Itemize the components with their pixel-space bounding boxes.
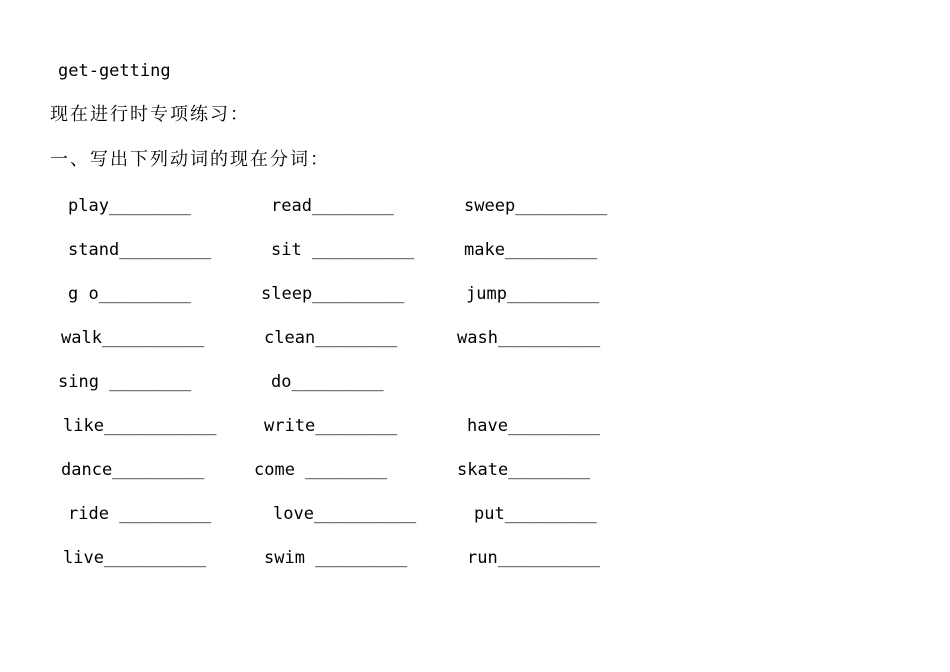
verb-cell: sleep_________ xyxy=(261,284,405,304)
verb-cell: make_________ xyxy=(464,240,598,260)
verb-cell: read________ xyxy=(271,196,394,216)
verb-cell: dance_________ xyxy=(61,460,205,480)
verb-cell: live__________ xyxy=(63,548,207,568)
verb-cell: sweep_________ xyxy=(464,196,608,216)
verb-cell: walk__________ xyxy=(61,328,205,348)
verb-cell: sing ________ xyxy=(58,372,192,392)
verb-cell: play________ xyxy=(68,196,191,216)
verb-cell: write________ xyxy=(264,416,398,436)
verb-cell: wash__________ xyxy=(457,328,601,348)
verb-cell: love__________ xyxy=(273,504,417,524)
verb-cell: clean________ xyxy=(264,328,398,348)
verb-cell: sit __________ xyxy=(271,240,415,260)
verb-cell: ride _________ xyxy=(68,504,212,524)
verb-cell: come ________ xyxy=(254,460,388,480)
verb-cell: skate________ xyxy=(457,460,591,480)
verb-cell: swim _________ xyxy=(264,548,408,568)
verb-cell: do_________ xyxy=(271,372,384,392)
verb-cell: have_________ xyxy=(467,416,601,436)
verb-cell: g o_________ xyxy=(68,284,191,304)
verb-cell: like___________ xyxy=(63,416,217,436)
verb-cell: jump_________ xyxy=(466,284,600,304)
verb-cell: run__________ xyxy=(467,548,601,568)
section-title: 现在进行时专项练习： xyxy=(50,104,250,125)
question-title: 一、写出下列动词的现在分词： xyxy=(50,149,330,170)
verb-cell: put_________ xyxy=(474,504,597,524)
example-text: get-getting xyxy=(58,61,171,81)
verb-cell: stand_________ xyxy=(68,240,212,260)
